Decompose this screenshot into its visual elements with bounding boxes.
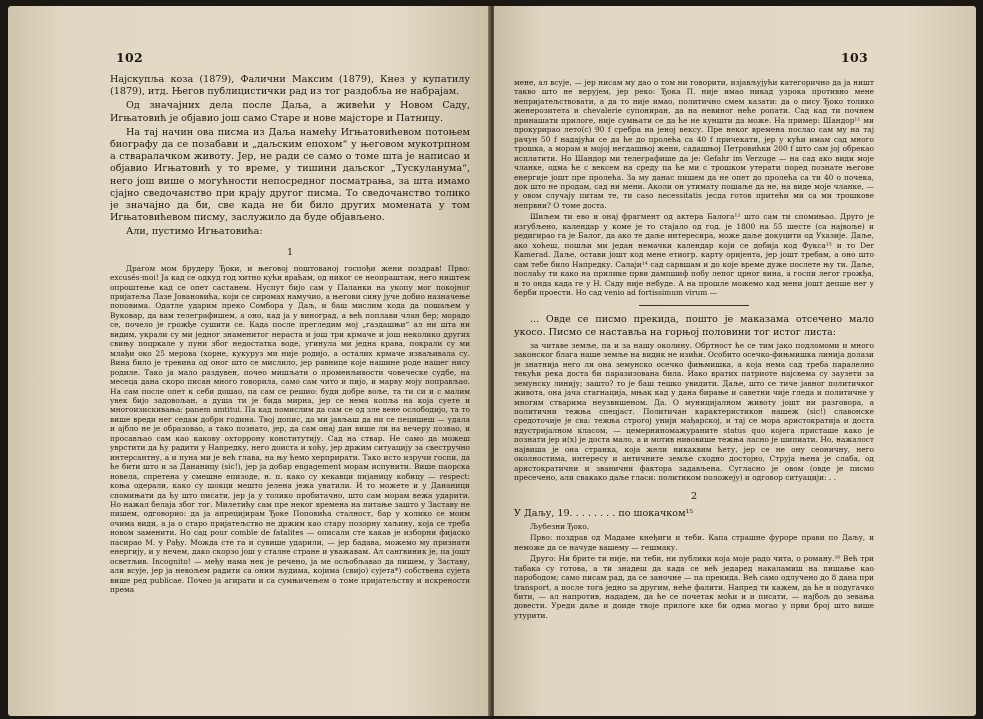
letter-number: 1 (286, 246, 294, 258)
page-number: 102 (116, 50, 143, 65)
letter-body: Драгом мом брудеру Ђоки, и његовој поштованој госпођи жени поздрав! Прво: excusés-moi! Ја кад се одкуд год хитно кући враћам, од никог се неопраштам, него ништем опроштење кад се опет састанем. Нуспут бијо сам у Паланки на укопу мог покојног пријатеља Лазе Јовановића, који се сиромах намучио, а његови сину јуче добио назначење поповима. Одатле ударим преко Сомбора у Даљ, и баш мислим кода да пошаљем у Вуковар, да вам телеграфишем, а оно, кад ја у виноград, а већ поплави члан бер; морадо се, почело је грожђе сушити се. Када после прегледим мој „газдашњи“ ал ни шта ни видим, украли су ми једног знаменитог нераста и још три крмаче и још неколико других свињу поцркале у пуни због недостатка воде, угинула ми једна крава, покрали су ми млађи око 25 мерова (хорне, кукуруз ми није родијо, а осталих крмаче изваљивала су. Вина било је тревина од оног што се мислило, јер равнице које нашине роде нашег нису родиле. Тако ја мало раздувен, почео мишљати о променљивости човеческе судбе, на месеца дана скоро писан много говорила, само сам чито и пијо, и марву мојy поправљао. На сам после опет к себи дошао, па сам се решио: буди добре воље, та ти си и с малим увек бијо задовољан, а душа ти је бида мирна, јер се нема копља на која суете и многоизискивања: panem amtitui. Па кад помислим да сам се од зле вене ослободијо, та то више вреди нег седам добри година. Твој допис, да ми јављаш да ни се пецишеш — удала и ајбло не је образовао, а тако познато, јер, да сам онај дан више ли на вечеру позвао, и просављао сам као какову охторрону конститутију. Сад на ствар. Не само да можеш уврстити да ћу радити у Напредку, него доиста и хоћу, јер држим ситуацију за свестручно интерсантну, а и пуна ми је већ глава, на њу ћемо херприрати. Тако исто изручи госпи, да ће бити што и за Дананицу (sic!), jер ја добар engagement морам испунити. Више паорска новела, спретена у смешне епизоде, н. п. како су кекавци пијаницу кобицу — respect: коња одерали, како су шокци мешто јелена јежа уватили. И то можете и у Дананици спомињати да ћу што писати, јер ја у толико пробитачно, што сам морам вежа ударити. Но нажал белаја због тог. Милетићу сам пре неког времена на питање зашто у Заставу не пишем, одговорио: да ја апрецијирам Ђоке Поповића сталност, бар у колико се моим очима види, а ја о старо пријатељство не држим као стару позорну хаљину, која се треба новом заменити. Но сад pour comble de fatalites — описали сте какав је изборни фијаско пасирао М. у Рађу. Можда сте га и сувише ударили, — јер бадава, можемо му признати енергију, и у нечем, дако скорзо још у сталне стране и уважавам. Ал сангвиник је, па јошт осветљив. Incognito! — међу нама нек је речено, ја ме осљобљавао да пишем, у Заставу, али всује, јер ја невољем радити са оним људима, којима (свијо) сујета*) собствена сујета више ред publicae. Почео ја агирати и са сумњичењем о томе пријатељству и искрености према (110, 263, 470, 595)
paragraph: Најскупља коза (1879), Фалични Максим (1879), Кнез у купатилу (1879), итд. Његов публицистички рад из тог раздобља не набрајам. (110, 74, 470, 98)
letter-fragment: за читаве земље, па и за нашу околину. Обртност ће се тим јако подломоми и много законског блага наше земље на видик не изићи. Особито осечко-фињмишка линија долази је знатнија него ли она земунско осечко фињмишка, а која нема сад треба паралелно текући река доста би паразизована била. Иако вратих патриоте најсвема су заузети за земунску линију; зашто? то је баш тешко увидити. Даље, што се тиче јавног политичког живота, она јача стагнација, мњак кад у дана бирање и саветни чије гледа и политичне у многим стварима неузвишеном. Да. О муницијалном животу јошт ни разговора, а политични тежња спецјаст. Политичан карактеристикон нашеж (sic!) славонске средоточије је сва: тежња строгој унији мађарској, и тај се мора аристократија и доста ндустријалном класом, — цемерниномажураните status quo којега присташе како је познати јер и(х) је доста мало, а и мотив нивовише тежња ласно је шипиати. Но, нажалост највиша је она странка, која жели никаквим ћету, јер се не ону сеоничну, него околностима, интересу и античните земље сходно достојно, Струја њена је слаба, од аристократични и званични фактора задављена. Сугласно је овом (овде је писмо пресечено, али свакако даље гласи: политиком положеју) и одговор ситуацији: . . (514, 340, 874, 483)
letter-body: Прво: поздрав од Мадаме кнеђиги и теби. Капа страшне фуроре прави по Даљу, и неможе да се начуде вашему — гешмаку. (514, 533, 874, 552)
editor-note: ... Овде се писмо прекида, пошто је маказама отсечено мало укосо. Писмо се наставља на горњој половини тог истог листа: (514, 314, 874, 338)
letter-body: Шиљем ти ево и онај фрагмент од актера Балога¹² што сам ти спомињао. Друго је изгубљено, календар у коме је то стајало од год. је 1800 на 55 шесте (са највоље) и редигирао га је Балог, да ако те даље интересира, може даље докуцити од Ухазије. Даље, ако хоћеш, пошљи ми један немачки календар који се добија код Фукса¹³ и то Der Kamerad. Даље, остави јошт код мене етиогр. карту оријента, јер јошт требам, а оно што сам тебе било Напредку. Салаји¹⁴ сад сарвшам и до које време дуже послете њу ти. Даље, послаћу ти како на прилике први дампшиф побу лепог црног вина, а госпи легог грожђа, и то онда када ге у Н. Саду није небуде. А на прошле можемо кад мени јошт депше нег у берби проести. Но сад venio ad fortissimum virum — (514, 212, 874, 297)
dateline: У Даљу, 19. . . . . . . . по шокачком¹⁵ (514, 507, 694, 519)
right-page-text (514, 78, 874, 716)
letter-body: мене, ал всује, — јер нисам му дао о том ни говорити, изјављујући категорично да ја ништ такво што не верујем, јер реко: Ђока П. није имао никад узрока противно мене непријатељствовати, а да то није имао, политично смем казати: да о пису Ђоко толико женерозитета и chevalerie супониран, да на невиног неће ропати. Сад кад ти почнем принашати прилоге, није сумњати се да ће не куншти да може. На пример: Шандор¹¹ ми прокурирао лето(с) 90 f сребра на јеној вексу. Пре неког времена послао сам му на тај рачун 50 f надајући се да ће до пролећа са 40 f причекати, јер у кући имам сад много трошка, а морам и мојој негдашњој жени, садашњој Петровићки 200 f што сам јој обрекао исплатити. Но Шандор ми телеграфише да је: Gefahr im Verzuge — на сад ако види моје чланке, одма ће с вексем на среду па ће ми с трошком утерати поред познате његове енергије јошт пре пролећа. За му данас пишем да не опет до пролећа са ти 40 о почека, док што не продам, сад ни мени. Аколи он утимату пошаље да не, на виде моје чланке, — у овом случају питам те, ти сaso necessitatis јесда готов притећи ми са ми трошкове непрвни? О томе доста. (514, 78, 874, 210)
letter-body: Друго: Ни брите ти није, ни теби, ни публики која моје радо чита, о роману.¹⁶ Већ три табака су готова, а ти знадеш да када се већ једаред накаламиш на пишање као парободом; само писам рад, да се заночне — па прекида. Већ само одлучено до 8 дана при transport, а после тога једно за другим, неће фалити. Напред ти кажем, да ће и подугачко бити, — ал напротив, нададем, да ће се почетак моћи и и писати, — најбољ до зевања довести. Уреди даље и доиде твоје прилоге кке би одма могао у први број што више утурити. (514, 554, 874, 620)
left-page (8, 6, 490, 716)
paragraph: На тај начин ова писма из Даља намећу Игњатовићевом потоњем биографу да се позабави и „дaљским епохом“ у његовом мукотрпном а стваралачком животу. Јер, не ради се само о томе шта је написао и објавио Игњатовић у то време, у тишини даљског „Тускуланума“, него још више о могућности непосредног посматрања, за шта имамо сјајно сведочанство при крају другог писма. То сведочанство толико је значајно да би, све када не би било других момената у том Игњатовићевом писму, заслужило да буде објављено. (110, 126, 470, 224)
letter-number: 2 (690, 490, 698, 502)
paragraph: Али, пустимо Игњатовића: (126, 226, 263, 238)
left-page-text (110, 74, 470, 714)
greeting: Љубезни Ђоко, (530, 521, 590, 531)
paragraph: Од значајних дела после Даља, а живећи у Новом Саду, Игњатовић је објавио још само Старе и нове мајсторе и Патницу. (110, 100, 470, 124)
divider (639, 305, 749, 306)
page-number: 103 (841, 50, 868, 65)
right-page (494, 6, 976, 716)
